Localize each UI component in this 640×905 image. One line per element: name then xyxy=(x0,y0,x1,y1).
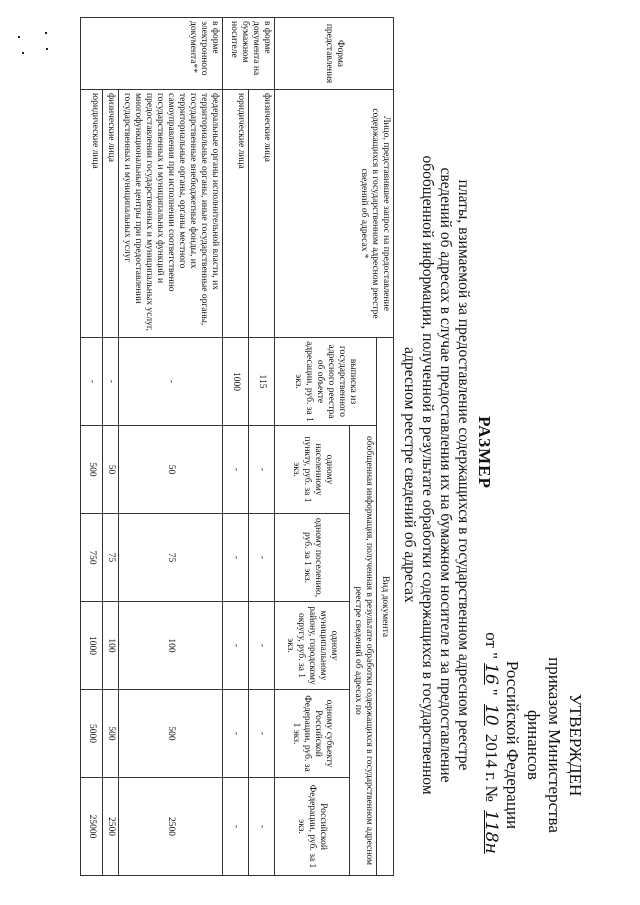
value-extract: 115 xyxy=(249,338,275,426)
header-federation: Российской Федерации, руб. за 1 экз. xyxy=(275,778,350,876)
value-point: 500 xyxy=(81,426,103,514)
value-federation: 25000 xyxy=(81,778,103,876)
person-cell: юридические лица xyxy=(81,90,103,338)
approval-order-line: приказом Министерства финансов xyxy=(524,657,564,833)
value-municipal: 100 xyxy=(119,602,223,690)
fee-table xyxy=(80,17,394,876)
value-extract: - xyxy=(119,338,223,426)
approval-ministry-line: Российской Федерации xyxy=(503,660,522,830)
value-federation: 2500 xyxy=(119,778,223,876)
value-subject: - xyxy=(249,690,275,778)
date-year: 2014 г. № xyxy=(482,733,501,802)
approval-heading: УТВЕРЖДЕН xyxy=(566,693,585,797)
form-paper: в форме документа на бумажном носителе xyxy=(223,18,275,90)
value-subject: - xyxy=(223,690,249,778)
value-subject: 500 xyxy=(119,690,223,778)
header-form: Форма представления xyxy=(275,18,394,90)
value-point: - xyxy=(249,426,275,514)
table-row xyxy=(223,18,249,876)
value-municipal: - xyxy=(223,602,249,690)
value-extract: 1000 xyxy=(223,338,249,426)
header-settlement: одному поселению, руб. за 1 экз. xyxy=(275,514,350,602)
value-municipal: 100 xyxy=(103,602,119,690)
value-municipal: 1000 xyxy=(81,602,103,690)
value-subject: 5000 xyxy=(81,690,103,778)
header-settlement-point: одному населенному пункту, руб. за 1 экз. xyxy=(275,426,350,514)
form-electronic: в форме электронного документа** xyxy=(81,18,223,90)
approval-stamp xyxy=(480,630,586,860)
value-federation: - xyxy=(223,778,249,876)
document-subtitle: платы, взимаемой за предоставление содержащихся в государственном адресном реестре сведений об адресах в случае предоставления их на бумажном носителе и за предоставление обобщенной информации, полученной в результате обработки содержащихся в государственном адресном реестре сведений об адресах xyxy=(401,155,472,795)
value-extract: - xyxy=(81,338,103,426)
handwritten-month: 10 xyxy=(481,703,501,726)
value-settlement: - xyxy=(223,514,249,602)
value-municipal: - xyxy=(249,602,275,690)
table-row xyxy=(103,18,119,876)
table-row xyxy=(81,18,103,876)
header-doc-type: Вид документа xyxy=(377,338,394,876)
handwritten-order-number: 118н xyxy=(481,810,501,854)
value-settlement: 75 xyxy=(119,514,223,602)
document-title: РАЗМЕР xyxy=(475,416,494,489)
value-point: - xyxy=(223,426,249,514)
header-generalized: обобщенная информация, полученная в результате обработки содержащихся в государственном адресном реестре сведений об адресах по xyxy=(350,426,377,876)
header-subject: одному субъекту Российской Федерации, руб. за 1 экз. xyxy=(275,690,350,778)
header-extract: выписка из государственного адресного реестра об объекте адресации, руб. за 1 экз. xyxy=(275,338,377,426)
value-point: 50 xyxy=(103,426,119,514)
value-federation: - xyxy=(249,778,275,876)
value-federation: 2500 xyxy=(103,778,119,876)
table-row xyxy=(119,18,223,876)
date-prefix: от " xyxy=(482,632,501,660)
header-person: Лицо, представившее запрос на предоставление содержащихся в государственном адресном реестре сведений об адресах * xyxy=(275,90,394,338)
handwritten-day: 16 xyxy=(481,663,501,685)
date-quote: " xyxy=(482,688,501,696)
value-subject: 500 xyxy=(103,690,119,778)
table-row xyxy=(249,18,275,876)
value-point: 50 xyxy=(119,426,223,514)
value-settlement: - xyxy=(249,514,275,602)
person-cell: физические лица xyxy=(103,90,119,338)
header-municipal: одному муниципальному району, городскому округу, руб. за 1 экз. xyxy=(275,602,350,690)
value-extract: - xyxy=(103,338,119,426)
person-cell: физические лица xyxy=(249,90,275,338)
value-settlement: 75 xyxy=(103,514,119,602)
person-cell: федеральные органы исполнительной власти, их территориальные органы, иные государственные органы, государственные внебюджетные фонды, их территориальные органы, органы местного самоуправления при исполнении соответственно государственных и муниципальных функций и предоставлении государственных и муниципальных услуг, многофункциональные центры при предоставлении государственных и муниципальных услуг xyxy=(119,90,223,338)
value-settlement: 750 xyxy=(81,514,103,602)
person-cell: юридические лица xyxy=(223,90,249,338)
